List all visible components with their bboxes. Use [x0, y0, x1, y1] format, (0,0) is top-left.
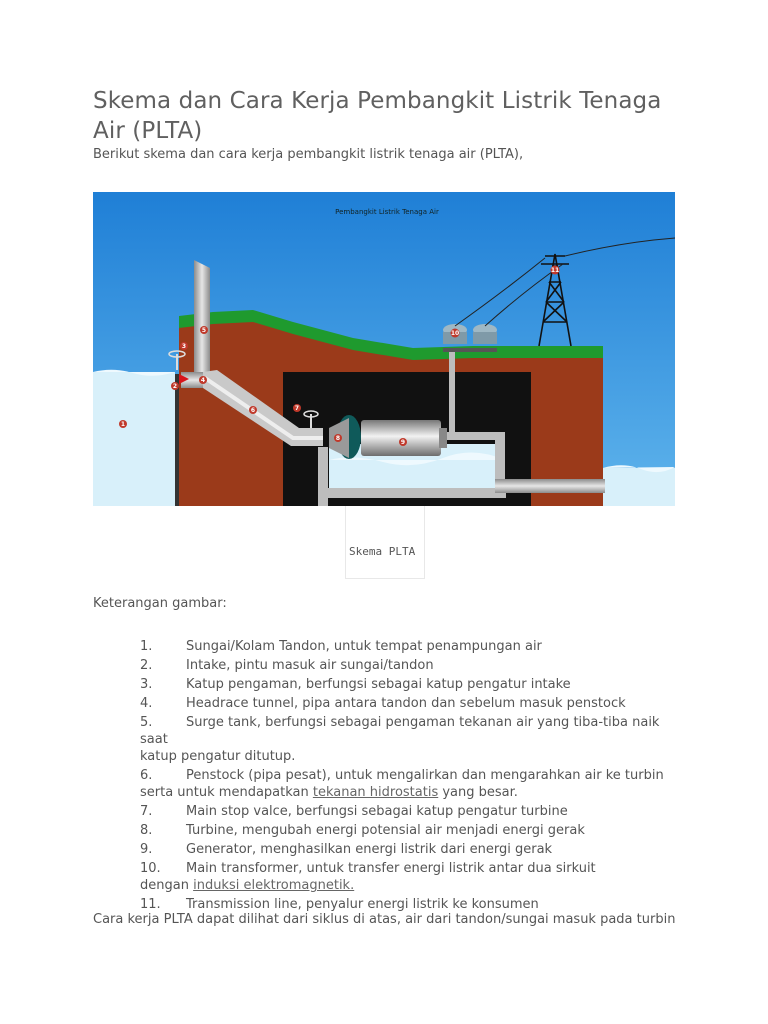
generator	[361, 420, 441, 456]
marker-8	[334, 434, 342, 442]
list-item: 8. Turbine, mengubah energi potensial air menjadi energi gerak	[140, 823, 585, 838]
marker-10	[451, 329, 460, 338]
list-item: 2. Intake, pintu masuk air sungai/tandon	[140, 658, 434, 673]
marker-3	[180, 342, 188, 350]
svg-text:9: 9	[400, 439, 406, 446]
figure-title: Pembangkit Listrik Tenaga Air	[335, 208, 439, 216]
svg-text:10: 10	[450, 330, 460, 337]
list-item: 5. Surge tank, berfungsi sebagai pengaman tekanan air yang tiba-tiba naik saat katup pengatur ditutup.	[140, 715, 660, 764]
list-item: 1. Sungai/Kolam Tandon, untuk tempat penampungan air	[140, 639, 542, 654]
outlet-pipe	[495, 479, 605, 493]
svg-text:1: 1	[120, 421, 126, 428]
marker-9	[399, 438, 407, 446]
marker-7	[293, 404, 301, 412]
list-item: 4. Headrace tunnel, pipa antara tandon dan sebelum masuk penstock	[140, 696, 626, 711]
closing-paragraph: Cara kerja PLTA dapat dilihat dari siklus di atas, air dari tandon/sungai masuk pada turbin	[93, 912, 676, 927]
svg-text:2: 2	[172, 383, 178, 390]
marker-4	[199, 376, 207, 384]
marker-2	[171, 382, 179, 390]
list-item: 3. Katup pengaman, berfungsi sebagai katup pengatur intake	[140, 677, 571, 692]
list-item: 11. Transmission line, penyalur energi listrik ke konsumen	[140, 897, 539, 912]
svg-text:6: 6	[250, 407, 256, 414]
legend-title: Keterangan gambar:	[93, 596, 227, 611]
svg-text:11: 11	[550, 267, 560, 274]
marker-5	[200, 326, 208, 334]
list-item: 7. Main stop valce, berfungsi sebagai katup pengatur turbine	[140, 804, 568, 819]
svg-text:4: 4	[200, 377, 206, 384]
plta-diagram	[93, 192, 675, 506]
article-title: Skema dan Cara Kerja Pembangkit Listrik Tenaga Air (PLTA)	[93, 88, 662, 144]
list-item: 6. Penstock (pipa pesat), untuk mengalirkan dan mengarahkan air ke turbin serta untuk mendapatkan tekanan hidrostatis yang besar.	[140, 768, 664, 800]
link-induksi-elektromagnetik[interactable]: induksi elektromagnetik.	[193, 878, 355, 893]
figure-caption: Skema PLTA	[349, 545, 416, 558]
list-item: 9. Generator, menghasilkan energi listrik dari energi gerak	[140, 842, 553, 857]
surge-tank	[194, 260, 210, 374]
reservoir-water	[93, 372, 178, 506]
caption-frame	[345, 506, 425, 579]
marker-1	[119, 420, 127, 428]
svg-text:8: 8	[335, 435, 341, 442]
list-item: 10. Main transformer, untuk transfer energi listrik antar dua sirkuit dengan induksi elektromagnetik.	[140, 861, 596, 893]
marker-6	[249, 406, 257, 414]
svg-text:3: 3	[181, 343, 187, 350]
svg-text:7: 7	[294, 405, 300, 412]
svg-text:5: 5	[201, 327, 207, 334]
link-tekanan-hidrostatis[interactable]: tekanan hidrostatis	[312, 785, 439, 800]
article-intro: Berikut skema dan cara kerja pembangkit listrik tenaga air (PLTA),	[93, 147, 524, 162]
marker-11	[551, 266, 560, 275]
legend-list	[140, 638, 680, 915]
